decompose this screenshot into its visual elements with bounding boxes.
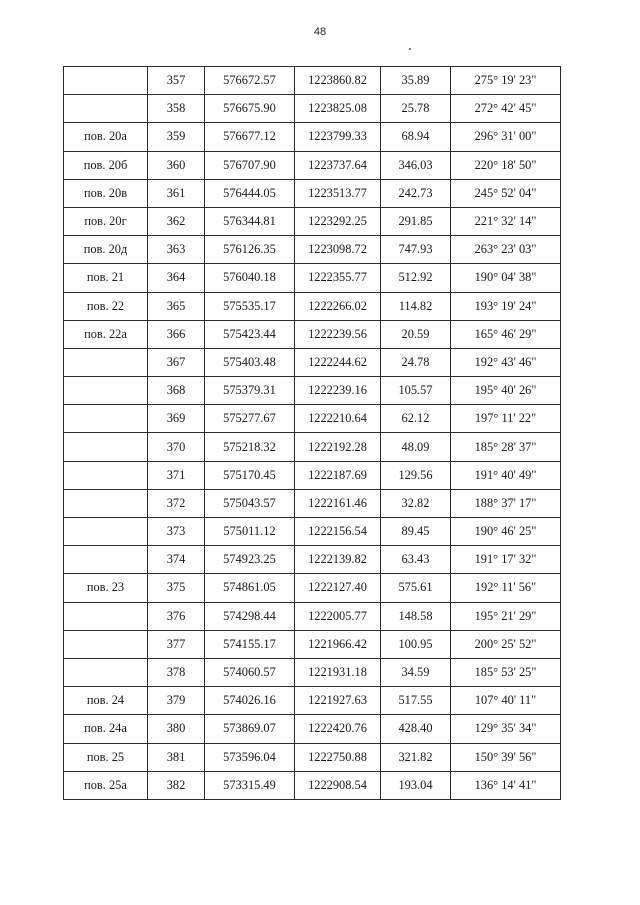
turn-label-cell [64, 67, 148, 95]
y-coordinate-cell: 1222161.46 [295, 489, 381, 517]
distance-cell: 114.82 [381, 292, 451, 320]
distance-cell: 242.73 [381, 179, 451, 207]
y-coordinate-cell: 1222355.77 [295, 264, 381, 292]
distance-cell: 48.09 [381, 433, 451, 461]
direction-angle-cell: 220° 18' 50" [451, 151, 561, 179]
turn-label-cell: пов. 22 [64, 292, 148, 320]
y-coordinate-cell: 1221931.18 [295, 658, 381, 686]
x-coordinate-cell: 576672.57 [205, 67, 295, 95]
y-coordinate-cell: 1223737.64 [295, 151, 381, 179]
x-coordinate-cell: 575277.67 [205, 405, 295, 433]
distance-cell: 35.89 [381, 67, 451, 95]
x-coordinate-cell: 575011.12 [205, 518, 295, 546]
turn-label-cell: пов. 20в [64, 179, 148, 207]
distance-cell: 193.04 [381, 771, 451, 799]
x-coordinate-cell: 576677.12 [205, 123, 295, 151]
table-row [64, 574, 561, 602]
table-row [64, 151, 561, 179]
scan-speck [409, 48, 411, 50]
y-coordinate-cell: 1223860.82 [295, 67, 381, 95]
x-coordinate-cell: 573315.49 [205, 771, 295, 799]
direction-angle-cell: 192° 43' 46" [451, 348, 561, 376]
point-number-cell: 369 [148, 405, 205, 433]
y-coordinate-cell: 1222192.28 [295, 433, 381, 461]
distance-cell: 25.78 [381, 95, 451, 123]
y-coordinate-cell: 1222750.88 [295, 743, 381, 771]
turn-label-cell [64, 433, 148, 461]
table-row [64, 489, 561, 517]
x-coordinate-cell: 575218.32 [205, 433, 295, 461]
distance-cell: 89.45 [381, 518, 451, 546]
direction-angle-cell: 195° 40' 26" [451, 377, 561, 405]
distance-cell: 517.55 [381, 687, 451, 715]
turn-label-cell: пов. 20г [64, 207, 148, 235]
direction-angle-cell: 165° 46' 29" [451, 320, 561, 348]
y-coordinate-cell: 1222005.77 [295, 602, 381, 630]
table-row [64, 236, 561, 264]
direction-angle-cell: 150° 39' 56" [451, 743, 561, 771]
turn-label-cell [64, 461, 148, 489]
x-coordinate-cell: 574155.17 [205, 630, 295, 658]
point-number-cell: 363 [148, 236, 205, 264]
x-coordinate-cell: 576675.90 [205, 95, 295, 123]
table-row [64, 207, 561, 235]
turn-label-cell: пов. 22а [64, 320, 148, 348]
point-number-cell: 377 [148, 630, 205, 658]
table-row [64, 743, 561, 771]
distance-cell: 20.59 [381, 320, 451, 348]
y-coordinate-cell: 1222244.62 [295, 348, 381, 376]
distance-cell: 63.43 [381, 546, 451, 574]
x-coordinate-cell: 573869.07 [205, 715, 295, 743]
table-row [64, 771, 561, 799]
distance-cell: 291.85 [381, 207, 451, 235]
y-coordinate-cell: 1221927.63 [295, 687, 381, 715]
direction-angle-cell: 107° 40' 11" [451, 687, 561, 715]
distance-cell: 100.95 [381, 630, 451, 658]
distance-cell: 24.78 [381, 348, 451, 376]
point-number-cell: 379 [148, 687, 205, 715]
point-number-cell: 375 [148, 574, 205, 602]
table-row [64, 348, 561, 376]
y-coordinate-cell: 1222156.54 [295, 518, 381, 546]
page-number: 48 [313, 26, 327, 38]
x-coordinate-cell: 576126.35 [205, 236, 295, 264]
distance-cell: 34.59 [381, 658, 451, 686]
point-number-cell: 381 [148, 743, 205, 771]
turn-label-cell: пов. 24 [64, 687, 148, 715]
distance-cell: 575.61 [381, 574, 451, 602]
y-coordinate-cell: 1222210.64 [295, 405, 381, 433]
distance-cell: 62.12 [381, 405, 451, 433]
direction-angle-cell: 190° 04' 38" [451, 264, 561, 292]
x-coordinate-cell: 575423.44 [205, 320, 295, 348]
point-number-cell: 380 [148, 715, 205, 743]
point-number-cell: 364 [148, 264, 205, 292]
turn-label-cell: пов. 25а [64, 771, 148, 799]
turn-label-cell [64, 630, 148, 658]
direction-angle-cell: 245° 52' 04" [451, 179, 561, 207]
table-row [64, 67, 561, 95]
y-coordinate-cell: 1222127.40 [295, 574, 381, 602]
direction-angle-cell: 272° 42' 45" [451, 95, 561, 123]
table-row [64, 715, 561, 743]
x-coordinate-cell: 575043.57 [205, 489, 295, 517]
direction-angle-cell: 191° 40' 49" [451, 461, 561, 489]
direction-angle-cell: 200° 25' 52" [451, 630, 561, 658]
point-number-cell: 372 [148, 489, 205, 517]
distance-cell: 148.58 [381, 602, 451, 630]
x-coordinate-cell: 575535.17 [205, 292, 295, 320]
direction-angle-cell: 191° 17' 32" [451, 546, 561, 574]
turn-label-cell: пов. 24а [64, 715, 148, 743]
turn-label-cell: пов. 20а [64, 123, 148, 151]
coordinates-table-body [64, 67, 561, 800]
table-row [64, 687, 561, 715]
point-number-cell: 367 [148, 348, 205, 376]
point-number-cell: 371 [148, 461, 205, 489]
table-row [64, 518, 561, 546]
table-row [64, 461, 561, 489]
table-row [64, 546, 561, 574]
table-row [64, 658, 561, 686]
direction-angle-cell: 195° 21' 29" [451, 602, 561, 630]
x-coordinate-cell: 574861.05 [205, 574, 295, 602]
point-number-cell: 357 [148, 67, 205, 95]
direction-angle-cell: 275° 19' 23" [451, 67, 561, 95]
y-coordinate-cell: 1222239.16 [295, 377, 381, 405]
turn-label-cell [64, 518, 148, 546]
table-row [64, 123, 561, 151]
x-coordinate-cell: 575170.45 [205, 461, 295, 489]
table-row [64, 405, 561, 433]
y-coordinate-cell: 1223825.08 [295, 95, 381, 123]
point-number-cell: 359 [148, 123, 205, 151]
point-number-cell: 376 [148, 602, 205, 630]
distance-cell: 68.94 [381, 123, 451, 151]
distance-cell: 321.82 [381, 743, 451, 771]
x-coordinate-cell: 576344.81 [205, 207, 295, 235]
distance-cell: 129.56 [381, 461, 451, 489]
coordinates-table [63, 66, 561, 800]
turn-label-cell: пов. 21 [64, 264, 148, 292]
distance-cell: 346.03 [381, 151, 451, 179]
direction-angle-cell: 188° 37' 17" [451, 489, 561, 517]
table-row [64, 264, 561, 292]
y-coordinate-cell: 1222420.76 [295, 715, 381, 743]
turn-label-cell [64, 348, 148, 376]
x-coordinate-cell: 573596.04 [205, 743, 295, 771]
x-coordinate-cell: 576444.05 [205, 179, 295, 207]
y-coordinate-cell: 1223513.77 [295, 179, 381, 207]
point-number-cell: 370 [148, 433, 205, 461]
y-coordinate-cell: 1223292.25 [295, 207, 381, 235]
direction-angle-cell: 263° 23' 03" [451, 236, 561, 264]
table-row [64, 179, 561, 207]
x-coordinate-cell: 576040.18 [205, 264, 295, 292]
direction-angle-cell: 185° 28' 37" [451, 433, 561, 461]
point-number-cell: 360 [148, 151, 205, 179]
turn-label-cell [64, 658, 148, 686]
y-coordinate-cell: 1223098.72 [295, 236, 381, 264]
direction-angle-cell: 193° 19' 24" [451, 292, 561, 320]
y-coordinate-cell: 1223799.33 [295, 123, 381, 151]
turn-label-cell [64, 489, 148, 517]
x-coordinate-cell: 575379.31 [205, 377, 295, 405]
point-number-cell: 362 [148, 207, 205, 235]
distance-cell: 105.57 [381, 377, 451, 405]
turn-label-cell: пов. 20д [64, 236, 148, 264]
turn-label-cell [64, 95, 148, 123]
point-number-cell: 361 [148, 179, 205, 207]
direction-angle-cell: 221° 32' 14" [451, 207, 561, 235]
direction-angle-cell: 190° 46' 25" [451, 518, 561, 546]
y-coordinate-cell: 1222239.56 [295, 320, 381, 348]
point-number-cell: 365 [148, 292, 205, 320]
table-row [64, 292, 561, 320]
table-row [64, 433, 561, 461]
turn-label-cell: пов. 25 [64, 743, 148, 771]
point-number-cell: 368 [148, 377, 205, 405]
table-row [64, 320, 561, 348]
table-row [64, 377, 561, 405]
point-number-cell: 366 [148, 320, 205, 348]
direction-angle-cell: 296° 31' 00" [451, 123, 561, 151]
y-coordinate-cell: 1222139.82 [295, 546, 381, 574]
y-coordinate-cell: 1221966.42 [295, 630, 381, 658]
direction-angle-cell: 136° 14' 41" [451, 771, 561, 799]
turn-label-cell: пов. 23 [64, 574, 148, 602]
direction-angle-cell: 197° 11' 22" [451, 405, 561, 433]
y-coordinate-cell: 1222908.54 [295, 771, 381, 799]
direction-angle-cell: 129° 35' 34" [451, 715, 561, 743]
table-row [64, 602, 561, 630]
distance-cell: 32.82 [381, 489, 451, 517]
turn-label-cell [64, 405, 148, 433]
direction-angle-cell: 185° 53' 25" [451, 658, 561, 686]
point-number-cell: 358 [148, 95, 205, 123]
table-row [64, 630, 561, 658]
y-coordinate-cell: 1222187.69 [295, 461, 381, 489]
point-number-cell: 382 [148, 771, 205, 799]
x-coordinate-cell: 575403.48 [205, 348, 295, 376]
x-coordinate-cell: 574298.44 [205, 602, 295, 630]
direction-angle-cell: 192° 11' 56" [451, 574, 561, 602]
y-coordinate-cell: 1222266.02 [295, 292, 381, 320]
x-coordinate-cell: 574060.57 [205, 658, 295, 686]
distance-cell: 428.40 [381, 715, 451, 743]
x-coordinate-cell: 576707.90 [205, 151, 295, 179]
x-coordinate-cell: 574026.16 [205, 687, 295, 715]
distance-cell: 747.93 [381, 236, 451, 264]
point-number-cell: 374 [148, 546, 205, 574]
point-number-cell: 378 [148, 658, 205, 686]
turn-label-cell: пов. 20б [64, 151, 148, 179]
point-number-cell: 373 [148, 518, 205, 546]
turn-label-cell [64, 377, 148, 405]
turn-label-cell [64, 546, 148, 574]
distance-cell: 512.92 [381, 264, 451, 292]
turn-label-cell [64, 602, 148, 630]
table-row [64, 95, 561, 123]
x-coordinate-cell: 574923.25 [205, 546, 295, 574]
